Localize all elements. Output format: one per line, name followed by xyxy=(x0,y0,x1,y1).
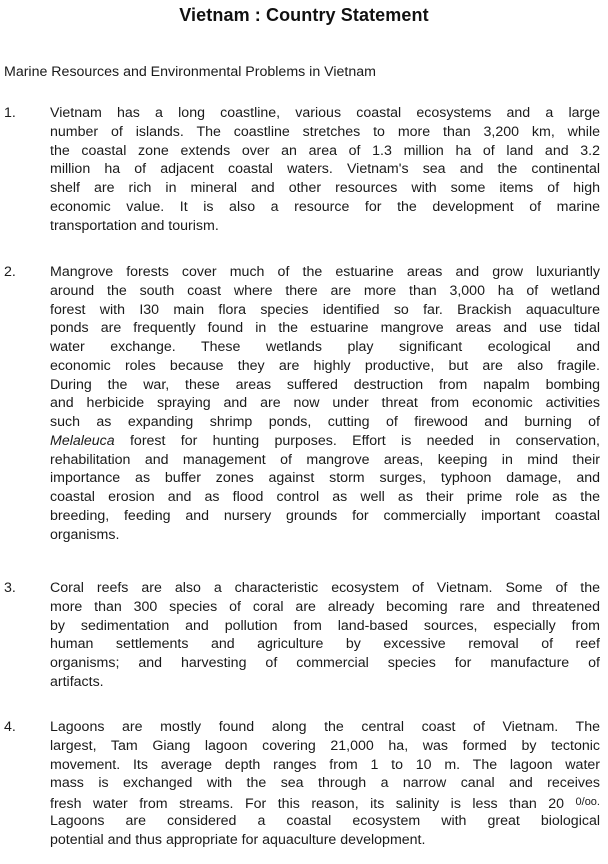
text-line: number of islands. The coastline stretches to more than 3,200 km, while xyxy=(50,123,600,140)
text-line: largest, Tam Giang lagoon covering 21,000 ha, was formed by tectonic xyxy=(50,737,600,754)
paragraph-number: 4. xyxy=(4,719,16,735)
text-line xyxy=(50,793,600,812)
text-line: organisms; and harvesting of commercial species for manufacture of xyxy=(50,655,600,671)
species-name: Melaleuca xyxy=(50,432,115,449)
text-line: and herbicide spraying and are now under threat from economic activities xyxy=(50,395,600,412)
text-line: Mangrove forests cover much of the estuarine areas and grow luxuriantly xyxy=(50,264,600,280)
text-line-main: fresh water from streams. For this reason, its salinity is less than 20 xyxy=(50,796,565,812)
text-line: coastal erosion and as flood control as well as their prime role as the xyxy=(50,489,600,505)
text-line: by sedimentation and pollution from land-based sources, especially from xyxy=(50,617,600,634)
text-line: transportation and tourism. xyxy=(50,217,219,234)
paragraph-text xyxy=(50,263,600,544)
text-line: Coral reefs are also a characteristic ecosystem of Vietnam. Some of the xyxy=(50,580,600,596)
text-line: potential and thus appropriate for aquaculture development. xyxy=(50,831,426,848)
text-line: During the war, these areas suffered destruction from napalm bombing xyxy=(50,376,600,393)
paragraph-number: 2. xyxy=(4,264,16,280)
text-line: forest with I30 main flora species identified so far. Brackish aquaculture xyxy=(50,301,600,318)
paragraph-number: 3. xyxy=(4,580,16,596)
text-line: breeding, feeding and nursery grounds for commercially important coastal xyxy=(50,507,600,524)
salinity-unit: 0/oo. xyxy=(575,796,600,808)
text-line: more than 300 species of coral are already becoming rare and threatened xyxy=(50,598,600,615)
text-line: around the south coast where there are more than 3,000 ha of wetland xyxy=(50,282,600,299)
text-line: shelf are rich in mineral and other resources with some items of high xyxy=(50,180,600,196)
text-line: economic roles because they are highly productive, but are also fragile. xyxy=(50,357,600,374)
paragraph-text xyxy=(50,104,600,235)
text-line: movement. Its average depth ranges from 1 to 10 m. The lagoon water xyxy=(50,756,600,773)
paragraph-text xyxy=(50,579,600,692)
text-line: human settlements and agriculture by excessive removal of reef xyxy=(50,636,600,653)
page-title: Vietnam : Country Statement xyxy=(179,5,429,25)
text-line: Lagoons are mostly found along the central coast of Vietnam. The xyxy=(50,719,600,735)
paragraph-text xyxy=(50,718,600,849)
text-line: economic value. It is also a resource for the development of marine xyxy=(50,198,600,215)
text-line: artifacts. xyxy=(50,673,104,690)
text-line: water exchange. These wetlands play significant ecological and xyxy=(50,339,600,355)
text-line xyxy=(50,432,600,451)
text-line: million ha of adjacent coastal waters. Vietnam's sea and the continental xyxy=(50,161,600,178)
text-line: mass is exchanged with the sea through a narrow canal and receives xyxy=(50,775,600,792)
text-line: organisms. xyxy=(50,526,120,543)
text-line: such as expanding shrimp ponds, cutting of firewood and burning of xyxy=(50,414,600,430)
text-line-rest: forest for hunting purposes. Effort is needed in conservation, xyxy=(129,432,600,449)
text-line: rehabilitation and management of mangrove areas, keeping in mind their xyxy=(50,451,600,468)
text-line: ponds are frequently found in the estuarine mangrove areas and use tidal xyxy=(50,320,600,337)
paragraph-number: 1. xyxy=(4,105,16,121)
text-line: Vietnam has a long coastline, various coastal ecosystems and a large xyxy=(50,105,600,121)
text-line: the coastal zone extends over an area of 1.3 million ha of land and 3.2 xyxy=(50,142,600,159)
text-line: Lagoons are considered a coastal ecosystem with great biological xyxy=(50,812,600,829)
document-subtitle: Marine Resources and Environmental Problems in Vietnam xyxy=(4,64,376,80)
text-line: importance as buffer zones against storm surges, typhoon damage, and xyxy=(50,470,600,487)
